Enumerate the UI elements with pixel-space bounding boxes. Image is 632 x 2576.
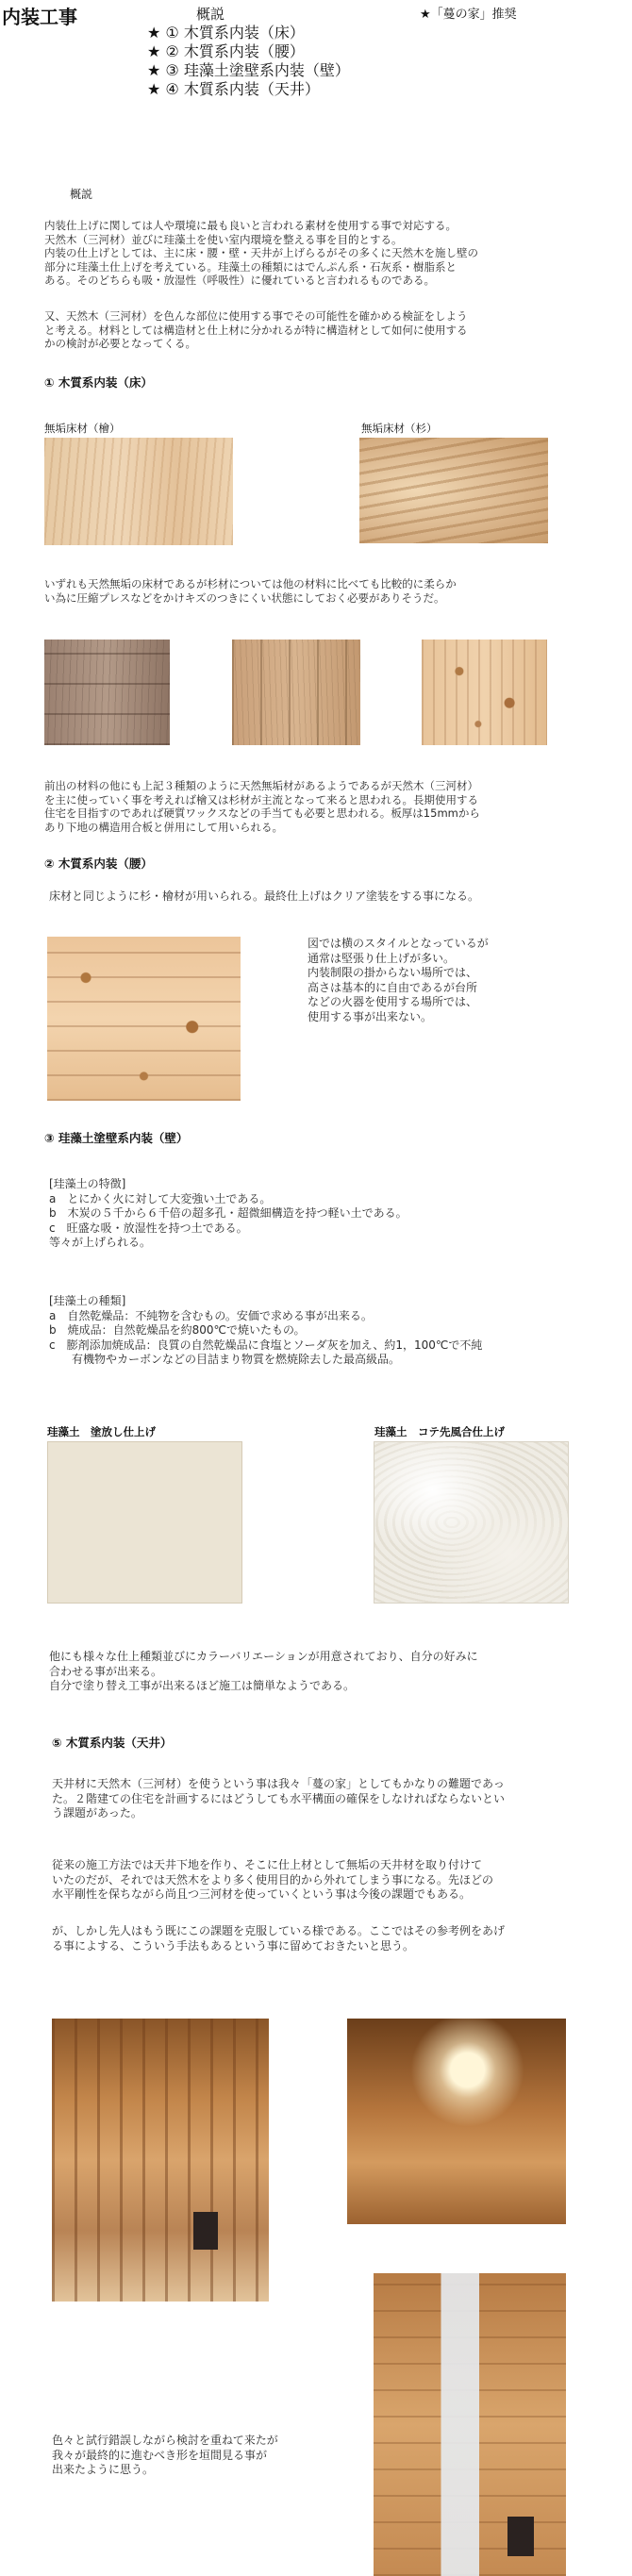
intro-paragraph-1: 内装仕上げに関しては人や環境に最も良いと言われる素材を使用する事で対応する。 天然木（三河材）並びに珪藻土を使い室内環境を整える事を目的とする。 内装の仕上げとしては、主に床・腰・壁・天井が上げらるがその多くに天然木を施し壁の 部分に珪藻土仕上げを考えている。珪藻土の種類にはでんぷん系・石灰系・樹脂系と ある。そのどちらも吸・放湿性（呼吸性）に優れていると言われるものである。 <box>44 219 478 287</box>
toc-item: ★ ③ 珪藻土塗壁系内装（壁） <box>147 61 350 79</box>
section-4-paragraph-1: 天井材に天然木（三河材）を使うという事は我々「蔓の家」としてもかなりの難題であっ た。２階建ての住宅を計画するにはどうしても水平構面の確保をしなければならないとい う課題があった。 <box>52 1777 506 1820</box>
section-1-paragraph-1: いずれも天然無垢の床材であるが杉材については他の材料に比べても比較的に柔らか い為に圧縮プレスなどをかけキズのつきにくい状態にしておく必要がありそうだ。 <box>44 577 457 605</box>
floor-sample-image-2 <box>232 640 360 745</box>
section-2-heading: ② 木質系内装（腰） <box>44 856 153 871</box>
page-title: 内装工事 <box>2 6 77 28</box>
floor-sample-image-1 <box>44 640 170 745</box>
section-2-side-note: 図では横のスタイルとなっているが 通常は堅張り仕上げが多い。 内装制限の掛からない場所では、 高さは基本的に自由であるが台所 などの火器を使用する場所では、 使用する事が出来ない。 <box>308 937 489 1023</box>
intro-heading: 概説 <box>70 188 93 201</box>
diatomite-features: [珪藻土の特徴] a とにかく火に対して大変強い土である。 b 木炭の５千から６千倍の超多孔・超微細構造を持つ軽い土である。 c 旺盛な吸・放湿性を持つ土である。 等々が上げられる。 <box>49 1177 407 1249</box>
interior-ceiling-photo <box>347 2019 566 2224</box>
hinoki-floor-image <box>44 438 233 545</box>
caption-sugi-floor: 無垢床材（杉） <box>361 422 438 435</box>
section-1-heading: ① 木質系内装（床） <box>44 375 153 390</box>
diatomite-types: [珪藻土の種類] a 自然乾燥品：不純物を含むもの。安価で求める事が出来る。 b 焼成品：自然乾燥品を約800℃で焼いたもの。 c 膨剤添加焼成品：良質の自然乾燥品に食塩とソーダ灰を加え、約1，100℃で不純 有機物やカーボンなどの目詰まり物質を燃焼除去した最高級品。 <box>49 1294 483 1366</box>
toc-item: ★ ① 木質系内装（床） <box>147 24 305 42</box>
recommend-label: ★「蔓の家」推奨 <box>420 8 517 22</box>
section-4-paragraph-2: 従来の施工方法では天井下地を作り、そこに仕上材として無垢の天井材を取り付けて いたのだが、それでは天然木をより多く使用目的から外れてしまう事になる。先ほどの 水平剛性を保ちながら尚且つ三河材を使っていくという事は今後の課題でもある。 <box>52 1858 494 1901</box>
overview-heading: 概説 <box>196 6 225 23</box>
floor-sample-image-3 <box>422 640 547 745</box>
toc-item: ★ ④ 木質系内装（天井） <box>147 80 320 98</box>
caption-trowel-plaster: 珪藻土 コテ先風合仕上げ <box>374 1425 505 1438</box>
section-4-heading: ⑤ 木質系内装（天井） <box>52 1736 173 1750</box>
table-of-contents <box>147 24 350 99</box>
caption-plain-plaster: 珪藻土 塗放し仕上げ <box>47 1425 156 1438</box>
trowel-plaster-image <box>374 1441 569 1604</box>
section-3-paragraph: 他にも様々な仕上種類並びにカラーバリエーションが用意されており、自分の好みに 合わせる事が出来る。 自分で塗り替え工事が出来るほど施工は簡単なようである。 <box>49 1650 478 1692</box>
caption-hinoki-floor: 無垢床材（檜） <box>44 422 121 435</box>
interior-double-height-photo <box>374 2273 566 2576</box>
section-4-paragraph-3: が、しかし先人はもう既にこの課題を克服している様である。ここではその参考例をあげ る事によする、こういう手法もあるという事に留めておきたいと思う。 <box>52 1924 506 1953</box>
section-1-paragraph-2: 前出の材料の他にも上記３種類のように天然無垢材があるようであるが天然木（三河材） を主に使っていく事を考えれば檜又は杉材が主流となって来ると思われる。長期使用する 住宅を目指すのであれば硬質ワックスなどの手当ても必要と思われる。板厚は15mmから あり下地の構造用合板と併用にして用いられる。 <box>44 779 480 834</box>
plain-plaster-image <box>47 1441 242 1604</box>
closing-note: 色々と試行錯誤しながら検討を重ねて来たが 我々が最終的に進むべき形を垣間見る事が 出来たように思う。 <box>52 2434 278 2476</box>
interior-living-room-photo <box>52 2019 269 2302</box>
toc-item: ★ ② 木質系内装（腰） <box>147 42 305 60</box>
wainscot-image <box>47 937 241 1101</box>
intro-paragraph-2: 又、天然木（三河材）を色んな部位に使用する事でその可能性を確かめる検証をしよう と考える。材料としては構造材と仕上材に分かれるが特に構造材として如何に使用する かの検討が必要となってくる。 <box>44 309 468 350</box>
wood-stove-shape <box>193 2212 218 2250</box>
section-3-heading: ③ 珪藻土塗壁系内装（壁） <box>44 1131 189 1145</box>
sugi-floor-image <box>359 438 548 543</box>
wood-stove-shape <box>507 2517 534 2556</box>
section-2-paragraph: 床材と同じように杉・檜材が用いられる。最終仕上げはクリア塗装をする事になる。 <box>49 889 480 903</box>
